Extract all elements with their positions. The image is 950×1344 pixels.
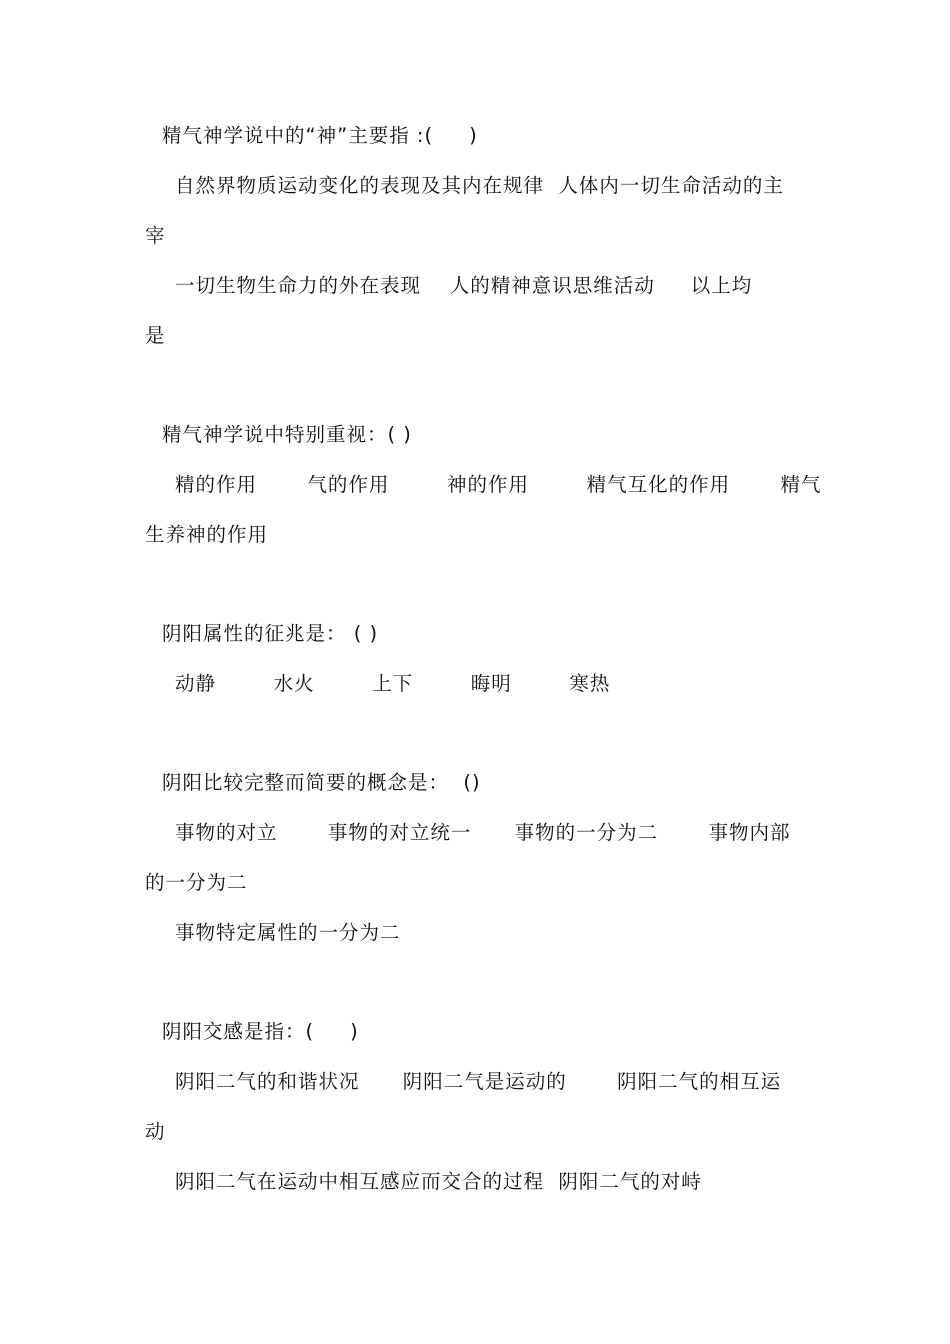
question-2-options-line-1: 精的作用 气的作用 神的作用 精气互化的作用 精气 — [175, 473, 822, 496]
question-2-stem: 精气神学说中特别重视：( ) — [162, 423, 412, 446]
question-1-options-line-4: 是 — [145, 324, 166, 347]
question-4-options-line-3: 事物特定属性的一分为二 — [175, 921, 401, 944]
question-5-stem: 阴阳交感是指：( ) — [162, 1020, 359, 1043]
question-4-stem: 阴阳比较完整而简要的概念是： () — [162, 771, 481, 794]
question-5-options-line-1: 阴阳二气的和谐状况 阴阳二气是运动的 阴阳二气的相互运 — [175, 1070, 782, 1093]
question-4-options-line-1: 事物的对立 事物的对立统一 事物的一分为二 事物内部 — [175, 821, 791, 844]
question-1-options-line-2: 宰 — [145, 224, 166, 247]
question-5-options-line-3: 阴阳二气在运动中相互感应而交合的过程 阴阳二气的对峙 — [175, 1170, 702, 1193]
question-3-options-line-1: 动静 水火 上下 晦明 寒热 — [175, 672, 611, 695]
question-4-options-line-2: 的一分为二 — [145, 871, 248, 894]
question-1-options-line-3: 一切生物生命力的外在表现 人的精神意识思维活动 以上均 — [175, 274, 753, 297]
question-1-stem: 精气神学说中的“神”主要指 :( ) — [162, 124, 478, 147]
question-1-options-line-1: 自然界物质运动变化的表现及其内在规律 人体内一切生命活动的主 — [175, 174, 784, 197]
question-2-options-line-2: 生养神的作用 — [145, 523, 269, 546]
question-3-stem: 阴阳属性的征兆是： ( ) — [162, 622, 379, 645]
question-5-options-line-2: 动 — [145, 1120, 166, 1143]
